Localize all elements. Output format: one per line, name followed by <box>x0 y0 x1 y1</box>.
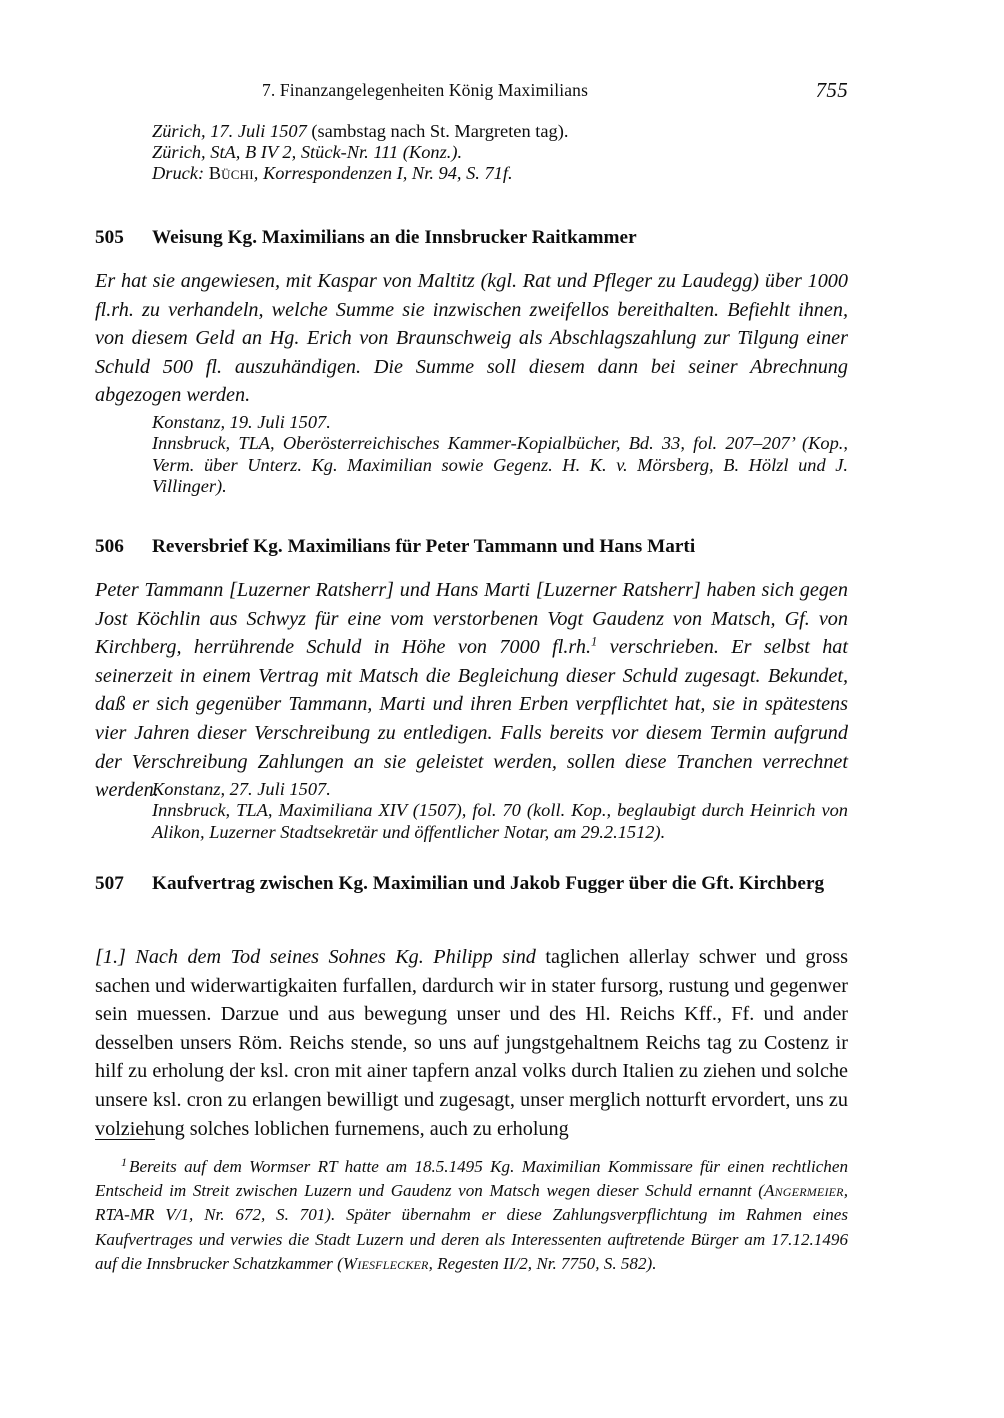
entry-source-506 <box>152 779 848 843</box>
regest-506-part2: verschrieben. Er selbst hat seinerzeit in einem Vertrag mit Matsch die Begleichung dieser Schuld zugesagt. Bekundet, daß er sich gegenüber Tammann, Marti und ihren Erben verpflichtet hat, sie in spätestens vier Jahren dieser Verschreibung zu entledigen. Falls bereits vor diesem Termin aufgrund der Verschreibung Zahlungen an sie geleistet werden, sollen diese Tranchen verrechnet werden. <box>95 636 848 802</box>
source-reference-506: Innsbruck, TLA, Maximiliana XIV (1507), fol. 70 (koll. Kop., beglaubigt durch Heinrich von Alikon, Luzerner Stadtsekretär und öffentlicher Notar, am 29.2.1512). <box>152 800 848 842</box>
entry-number-507: 507 <box>95 873 124 894</box>
edition-507-lead: [1.] Nach dem Tod seines Sohnes Kg. Philipp sind <box>95 946 536 968</box>
footnote-author-angermeier: Angermeier <box>763 1181 844 1201</box>
footnote-text-part1: Bereits auf dem Wormser RT hatte am 18.5.1495 Kg. Maximilian Kommissare für einen rechtlichen Entscheid im Streit zwischen Luzern und Gaudenz von Matsch wegen dieser Schuld ernannt ( <box>95 1157 848 1201</box>
entry-source-505 <box>152 412 848 498</box>
entry-number-505: 505 <box>95 227 124 248</box>
page-number: 755 <box>815 78 848 102</box>
regest-506-part1: Peter Tammann [Luzerner Ratsherr] und Hans Marti [Luzerner Ratsherr] haben sich gegen Jost Köchlin aus Schwyz für eine vom verstorbenen Vogt Gaudenz von Matsch, Gf. von Kirchberg, herrührende Schuld in Höhe von 7000 fl.rh. <box>95 579 848 659</box>
entry-edition-507 <box>95 943 848 1143</box>
footnote-reference-1[interactable]: 1 <box>591 634 598 649</box>
source-date-line <box>152 121 848 142</box>
source-print-line <box>152 163 848 184</box>
print-label: Druck: <box>152 162 205 183</box>
footnote-1 <box>95 1150 848 1276</box>
footnote-text-part3: , Regesten II/2, Nr. 7750, S. 582). <box>428 1253 657 1273</box>
entry-title-506: Reversbrief Kg. Maximilians für Peter Tammann und Hans Marti <box>152 536 696 557</box>
running-head-title: 7. Finanzangelegenheiten König Maximilians <box>261 80 589 100</box>
source-date-roman: (sambstag nach St. Margreten tag). <box>306 121 569 141</box>
top-source-block <box>152 121 848 183</box>
entry-title-507: Kaufvertrag zwischen Kg. Maximilian und Jakob Fugger über die Gft. Kirchberg <box>152 873 825 894</box>
entry-heading-506 <box>95 534 848 560</box>
entry-title-505: Weisung Kg. Maximilians an die Innsbrucker Raitkammer <box>152 227 637 248</box>
footnote-separator-rule <box>95 1139 155 1140</box>
source-archive-line: Zürich, StA, B IV 2, Stück-Nr. 111 (Konz.). <box>152 141 463 162</box>
running-head <box>95 80 848 104</box>
edition-507-body: taglichen allerlay schwer und gross sachen und widerwartigkaiten furfallen, dardurch wir in stater fursorg, rustung und gegenwer sein muessen. Darzue und aus bewegung unser und des Hl. Reichs Kff., Ff. und ander desselben unsers Röm. Reichs stende, so uns auf jungstgehaltnem Reichs tag zu Costenz ir hilf zu erholung der ksl. cron mit ainer tapfern anzal volks durch Italien zu ziehen und solche unsere ksl. cron zu erlangen bewilligt und zugesagt, unser merglich notturft ervordert, uns zu volziehung solches loblichen furnemens, auch zu erholung <box>95 946 848 1140</box>
footnote-marker-1: 1 <box>121 1155 127 1169</box>
entry-number-506: 506 <box>95 536 124 557</box>
footnote-text-part2: , RTA-MR V/1, Nr. 672, S. 701). Später übernahm er diese Zahlungsverpflichtung im Rahmen eines Kaufvertrages und verwies die Stadt Luzern und deren als Interessenten auftretende Bürger am 17.12.1496 auf die Innsbrucker Schatzkammer ( <box>95 1181 848 1273</box>
source-reference-505: Innsbruck, TLA, Oberösterreichisches Kammer-Kopialbücher, Bd. 33, fol. 207–207’ (Kop., Verm. über Unterz. Kg. Maximilian sowie Gegenz. H. K. v. Mörsberg, B. Hölzl und J. Villinger). <box>152 433 848 497</box>
entry-heading-505 <box>95 225 848 251</box>
source-date-italic: Zürich, 17. Juli 1507 <box>152 121 307 141</box>
footnote-author-wiesflecker: Wiesflecker <box>342 1253 429 1273</box>
entry-regest-505: Er hat sie angewiesen, mit Kaspar von Maltitz (kgl. Rat und Pfleger zu Laudegg) über 1000 fl.rh. zu verhandeln, welche Summe sie inzwischen zweifellos bereithalten. Befiehlt ihnen, von diesem Geld an Hg. Erich von Braunschweig als Abschlagszahlung zur Tilgung einer Schuld 500 fl. auszuhändigen. Die Summe soll diesem dann bei seiner Abrechnung abgezogen werden. <box>95 270 848 407</box>
entry-heading-507 <box>95 871 848 897</box>
print-author: Büchi <box>208 162 254 183</box>
source-date-505: Konstanz, 19. Juli 1507. <box>152 412 331 432</box>
entry-regest-506 <box>95 576 848 805</box>
print-reference: , Korrespondenzen I, Nr. 94, S. 71f. <box>253 162 513 183</box>
source-date-506: Konstanz, 27. Juli 1507. <box>152 779 331 799</box>
